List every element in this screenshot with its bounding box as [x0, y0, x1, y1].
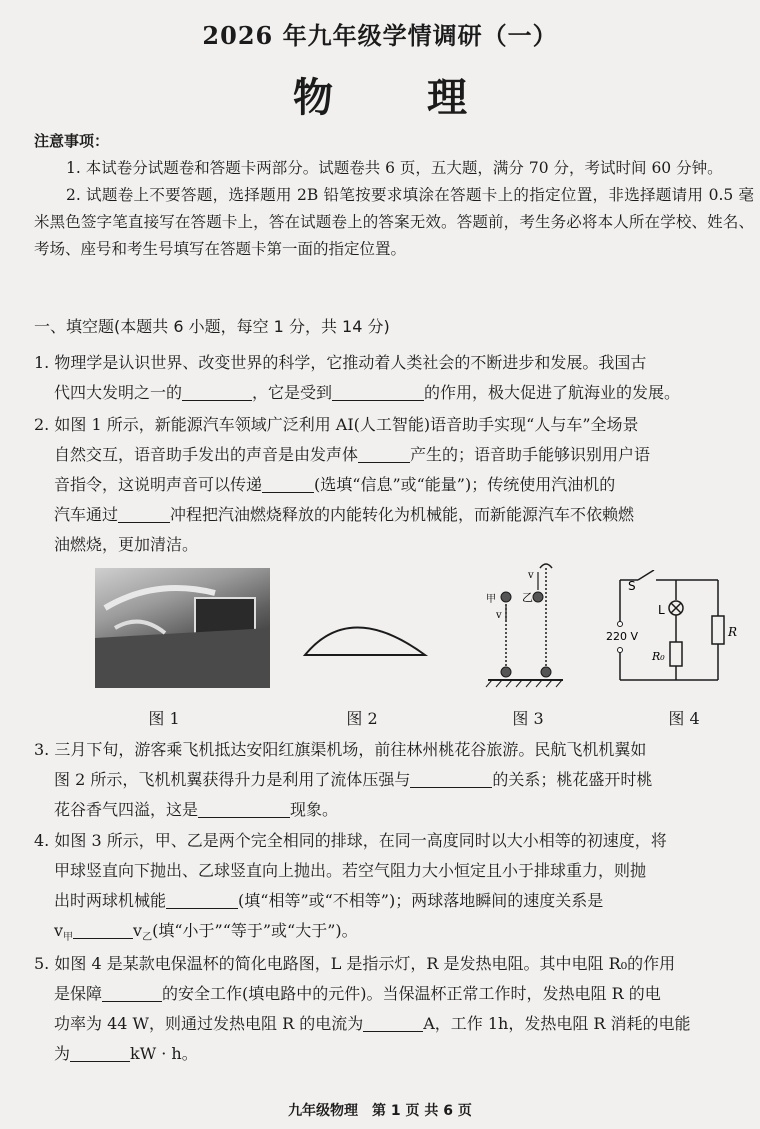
- figure-2-caption: 图 2: [346, 709, 378, 728]
- figure-4-circuit-diagram: [598, 570, 738, 690]
- q1-text-d: 的作用，极大促进了航海业的发展。: [424, 383, 681, 402]
- answer-blank: [363, 1013, 423, 1032]
- q3-text-b: 图 2 所示，飞机机翼获得升力是利用了流体压强与: [54, 770, 411, 789]
- answer-blank: [410, 769, 492, 788]
- q4-v-yi: v: [133, 921, 143, 940]
- figure-2-wing-profile: [300, 600, 430, 662]
- q2-text-c: 产生的；语音助手能够识别用户语: [410, 445, 651, 464]
- q2-text-e: (选填“信息”或“能量”)；传统使用汽油机的: [314, 475, 616, 494]
- figure-3-balls-diagram: [478, 560, 568, 690]
- q3-text-c: 的关系；桃花盛开时桃: [492, 770, 653, 789]
- q3-text-e: 现象。: [290, 800, 339, 819]
- answer-blank: [198, 799, 290, 818]
- q5-text-b: 是保障: [54, 984, 103, 1003]
- fig4-label-l: L: [658, 603, 665, 617]
- q1-text-a: 物理学是认识世界、改变世界的科学，它推动着人类社会的不断进步和发展。我国古: [54, 353, 647, 372]
- answer-blank: [166, 890, 238, 909]
- q1-text-c: ，它是受到: [252, 383, 333, 402]
- q3-text-d: 花谷香气四溢，这是: [54, 800, 199, 819]
- question-3: [34, 735, 752, 825]
- q5-text-e: A，工作 1h，发热电阻 R 消耗的电能: [423, 1014, 691, 1033]
- q5-text-f: 为: [54, 1044, 71, 1063]
- section-heading: 一、填空题(本题共 6 小题，每空 1 分，共 14 分): [34, 317, 390, 336]
- figure-1-car-interior-photo: [95, 568, 270, 688]
- q5-text-a: 如图 4 是某款电保温杯的简化电路图，L 是指示灯，R 是发热电阻。其中电阻 R₀的作用: [54, 954, 676, 973]
- notes-item-2: 2. 试题卷上不要答题，选择题用 2B 铅笔按要求填涂在答题卡上的指定位置，非选择题请用 0.5 毫米黑色签字笔直接写在答题卡上，答在试题卷上的答案无效。答题前，考生务必将本人所在学校、姓名、考场、座号和考生号填写在答题卡第一面的指定位置。: [34, 186, 754, 258]
- subject-title: 物 理: [293, 74, 507, 121]
- page-footer: 九年级物理 第 1 页 共 6 页: [288, 1103, 472, 1119]
- question-1: [34, 348, 752, 408]
- q2-text-f: 汽车通过: [54, 505, 119, 524]
- fig4-label-r0: R₀: [652, 650, 665, 663]
- q4-v-yi-subscript: 乙: [142, 932, 153, 944]
- q4-text-g: (填“小于”“等于”或“大于”)。: [152, 921, 358, 940]
- answer-blank: [262, 474, 314, 493]
- exam-title: 2026 年九年级学情调研（一）: [202, 21, 558, 50]
- fig3-label-yi: 乙: [522, 591, 533, 604]
- fig4-label-r: R: [728, 625, 738, 639]
- answer-blank: [70, 1043, 130, 1062]
- notes-heading: 注意事项：: [34, 132, 110, 150]
- answer-blank: [182, 382, 252, 401]
- q5-number: 5.: [34, 954, 50, 973]
- fig3-label-jia: 甲: [486, 594, 496, 605]
- q4-v-jia: v: [54, 921, 64, 940]
- answer-blank: [118, 504, 170, 523]
- q3-number: 3.: [34, 740, 50, 759]
- q4-number: 4.: [34, 831, 50, 850]
- q2-text-d: 音指令，这说明声音可以传递: [54, 475, 263, 494]
- notes-block: [34, 128, 754, 263]
- question-2: [34, 410, 752, 560]
- q2-text-g: 冲程把汽油燃烧释放的内能转化为机械能，而新能源汽车不依赖燃: [170, 505, 635, 524]
- q2-number: 2.: [34, 415, 50, 434]
- q5-text-d: 功率为 44 W，则通过发热电阻 R 的电流为: [54, 1014, 364, 1033]
- q5-text-c: 的安全工作(填电路中的元件)。当保温杯正常工作时，发热电阻 R 的电: [162, 984, 661, 1003]
- q4-text-d: (填“相等”或“不相等”)；两球落地瞬间的速度关系是: [238, 891, 604, 910]
- q2-text-a: 如图 1 所示，新能源汽车领域广泛利用 AI(人工智能)语音助手实现“人与车”全场景: [54, 415, 639, 434]
- fig3-label-v-down: v: [496, 610, 502, 621]
- figure-4-caption: 图 4: [668, 709, 700, 728]
- q2-text-b: 自然交互，语音助手发出的声音是由发声体: [54, 445, 359, 464]
- figure-3-caption: 图 3: [512, 709, 544, 728]
- q1-text-b: 代四大发明之一的: [54, 383, 183, 402]
- question-5: [34, 949, 752, 1069]
- answer-blank: [358, 444, 410, 463]
- q2-text-h: 油燃烧，更加清洁。: [54, 535, 199, 554]
- q4-text-a: 如图 3 所示，甲、乙是两个完全相同的排球，在同一高度同时以大小相等的初速度，将: [54, 831, 667, 850]
- fig4-label-voltage: 220 V: [606, 630, 639, 643]
- question-4: [34, 826, 752, 953]
- answer-blank: [332, 382, 424, 401]
- answer-blank: [73, 920, 133, 939]
- notes-item-1: 1. 本试卷分试题卷和答题卡两部分。试题卷共 6 页，五大题，满分 70 分，考试时间 60 分钟。: [66, 159, 723, 177]
- q4-text-b: 甲球竖直向下抛出、乙球竖直向上抛出。若空气阻力大小恒定且小于排球重力，则抛: [54, 861, 647, 880]
- fig4-label-s: S: [628, 579, 636, 593]
- q3-text-a: 三月下旬，游客乘飞机抵达安阳红旗渠机场，前往林州桃花谷旅游。民航飞机机翼如: [54, 740, 647, 759]
- q4-v-jia-subscript: 甲: [63, 932, 74, 944]
- fig3-label-v-up: v: [528, 570, 534, 581]
- answer-blank: [102, 983, 162, 1002]
- q4-text-c: 出时两球机械能: [54, 891, 167, 910]
- q1-number: 1.: [34, 353, 50, 372]
- q5-text-g: kW · h。: [130, 1044, 198, 1063]
- figure-1-caption: 图 1: [148, 709, 180, 728]
